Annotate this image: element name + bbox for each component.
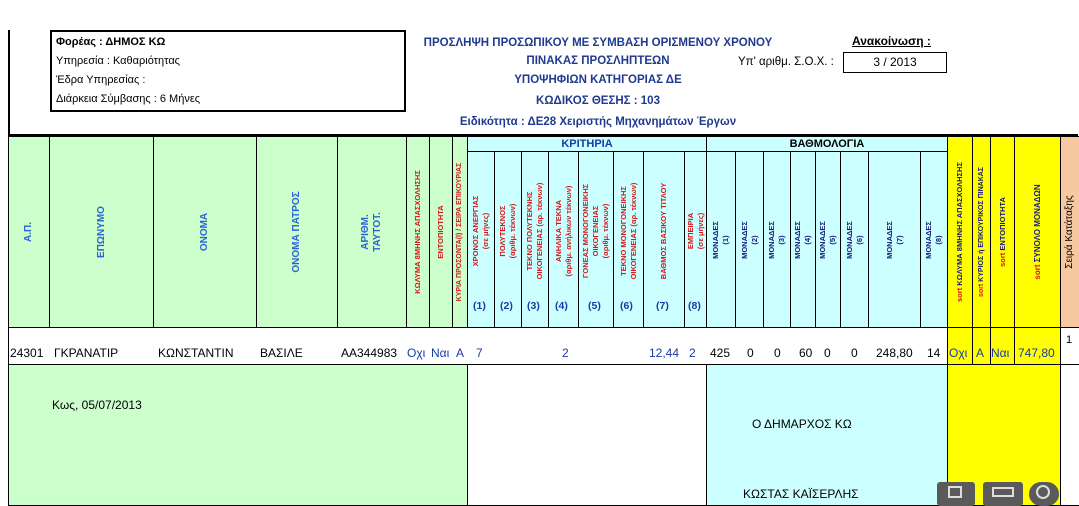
soh-label: Υπ' αριθμ. Σ.Ο.Χ. : — [738, 56, 834, 68]
score-col-8: ΜΟΝΑΔΕΣ (8) — [920, 151, 948, 328]
criteria-col-6: ΤΕΚΝΟ ΜΟΝΟΓΟΝΕΙΚΗΣ ΟΙΚΟΓΕΝΕΙΑΣ (αρ. τέκνων) (6) — [613, 151, 644, 328]
score-col-7: ΜΟΝΑΔΕΣ (7) — [868, 151, 921, 328]
zoom-out-button[interactable] — [1029, 482, 1059, 506]
fit-icon — [948, 486, 962, 498]
seat-line: Έδρα Υπηρεσίας : — [56, 74, 146, 86]
header-entopiotita: ΕΝΤΟΠΙΟΤΗΤΑ — [429, 136, 453, 328]
footer-cyan — [706, 364, 948, 506]
cell-crit-1: 7 — [476, 346, 483, 360]
title-line-1: ΠΡΟΣΛΗΨΗ ΠΡΟΣΩΠΙΚΟΥ ΜΕ ΣΥΜΒΑΣΗ ΟΡΙΣΜΕΝΟΥ ΧΡΟΝΟΥ — [423, 37, 773, 49]
cell-id: ΑΑ344983 — [341, 346, 398, 360]
header-sort-kolyma[interactable]: sort ΚΩΛΥΜΑ 8ΜΗΝΗΣ ΑΠΑΣΧΟΛΗΣΗΣ — [947, 136, 973, 328]
mayor-name: ΚΩΣΤΑΣ ΚΑΪΣΕΡΛΗΣ — [743, 487, 859, 501]
header-ap: Α.Π. — [8, 136, 50, 328]
agency-info-box — [50, 30, 406, 112]
results-table — [0, 136, 1079, 506]
header-id: ΑΡΙΘΜ. ΤΑΥΤΟΤ. — [337, 136, 407, 328]
score-col-3: ΜΟΝΑΔΕΣ (3) — [763, 151, 791, 328]
cell-name: ΚΩΝΣΤΑΝΤΙΝ — [158, 346, 234, 360]
mayor-title: Ο ΔΗΜΑΡΧΟΣ ΚΩ — [752, 417, 852, 431]
score-col-2: ΜΟΝΑΔΕΣ (2) — [735, 151, 764, 328]
header-kyria: ΚΥΡΙΑ ΠΡΟΣΟΝΤΑ(Ι) / ΣΕΙΡΑ ΕΠΙΚΟΥΡΙΑΣ — [452, 136, 468, 328]
criteria-col-5: ΓΟΝΕΑΣ ΜΟΝΟΓΟΝΕΙΚΗΣ ΟΙΚΟΓΕΝΕΙΑΣ (αριθμ. τέκνων) (5) — [578, 151, 614, 328]
criteria-col-7: ΒΑΘΜΟΣ ΒΑΣΙΚΟΥ ΤΙΤΛΟΥ (7) — [643, 151, 685, 328]
cell-score-7: 248,80 — [876, 346, 913, 360]
width-icon — [992, 487, 1014, 497]
cell-score-3: 0 — [774, 346, 781, 360]
fit-page-button[interactable] — [937, 482, 975, 506]
criteria-col-2: ΠΟΛΥΤΕΚΝΟΣ (αριθμ. τέκνων) (2) — [494, 151, 522, 328]
cell-crit-7: 12,44 — [649, 346, 680, 360]
cell-score-4: 60 — [799, 346, 813, 360]
duration-line: Διάρκεια Σύμβασης : 6 Μήνες — [56, 93, 201, 105]
cell-ap: 24301 — [10, 346, 44, 360]
footer-end — [1060, 364, 1079, 506]
title-line-2: ΠΙΝΑΚΑΣ ΠΡΟΣΛΗΠΤΕΩΝ — [526, 55, 670, 67]
header-name: ΟΝΟΜΑ — [153, 136, 257, 328]
cell-sort-kyrios: Α — [972, 327, 991, 365]
cell-crit-4: 2 — [562, 346, 569, 360]
score-col-5: ΜΟΝΑΔΕΣ (5) — [815, 151, 841, 328]
footer-white — [467, 364, 707, 506]
footer-date: Κως, 05/07/2013 — [52, 398, 142, 412]
fit-width-button[interactable] — [983, 482, 1023, 506]
cell-entopiotita: Ναι — [431, 346, 450, 360]
cell-father: ΒΑΣΙΛΕ — [260, 346, 303, 360]
criteria-col-3: ΤΕΚΝΟ ΠΟΛΥΤΕΚΝΗΣ ΟΙΚΟΓΕΝΕΙΑΣ (αρ. τέκνων) (3) — [521, 151, 549, 328]
criteria-col-8: ΕΜΠΕΙΡΙΑ (σε μήνες) (8) — [684, 151, 707, 328]
score-col-4: ΜΟΝΑΔΕΣ (4) — [790, 151, 816, 328]
cell-sort-entop: Ναι — [990, 327, 1015, 365]
cell-crit-8: 2 — [689, 346, 696, 360]
service-line: Υπηρεσία : Καθαριότητας — [56, 55, 180, 67]
header-father: ΟΝΟΜΑ ΠΑΤΡΟΣ — [256, 136, 338, 328]
title-line-4: ΚΩΔΙΚΟΣ ΘΕΣΗΣ : 103 — [536, 95, 660, 107]
criteria-col-4: ΑΝΗΛΙΚΑ ΤΕΚΝΑ (αριθμ. ανήλικων τέκνων) (4) — [548, 151, 579, 328]
score-col-1: ΜΟΝΑΔΕΣ (1) — [706, 151, 736, 328]
header-seira: Σειρά Κατάταξης — [1060, 136, 1079, 328]
header-vathmologia: ΒΑΘΜΟΛΟΓΙΑ — [706, 136, 948, 152]
zoom-out-icon — [1036, 485, 1050, 499]
cell-score-2: 0 — [747, 346, 754, 360]
title-line-5: Ειδικότητα : ΔΕ28 Χειριστής Μηχανημάτων Έργων — [459, 116, 737, 128]
table-row[interactable] — [8, 327, 1079, 365]
agency-line: Φορέας : ΔΗΜΟΣ ΚΩ — [56, 36, 166, 48]
cell-surname: ΓΚΡΑΝΑΤΙΡ — [54, 346, 119, 360]
soh-value: 3 / 2013 — [843, 52, 947, 73]
cell-seira: 1 — [1060, 327, 1079, 365]
cell-sort-kolyma: Οχι — [947, 327, 973, 365]
cell-kolyma: Οχι — [407, 346, 426, 360]
header-kritiria: ΚΡΙΤΗΡΙΑ — [467, 136, 707, 152]
footer-green — [8, 364, 468, 506]
criteria-col-1: ΧΡΟΝΟΣ ΑΝΕΡΓΙΑΣ (σε μήνες) (1) — [467, 151, 495, 328]
cell-score-5: 0 — [824, 346, 831, 360]
cell-score-6: 0 — [851, 346, 858, 360]
cell-total: 747,80 — [1014, 327, 1061, 365]
announcement-label: Ανακοίνωση : — [852, 34, 931, 48]
cell-score-8: 14 — [927, 346, 941, 360]
header-sort-kyrios[interactable]: sort ΚΥΡΙΟΣ ή ΕΠΙΚΟΥΡΙΚΟΣ ΠΙΝΑΚΑΣ — [972, 136, 991, 328]
score-col-6: ΜΟΝΑΔΕΣ (6) — [840, 151, 869, 328]
header-sort-total[interactable]: sort ΣΥΝΟΛΟ ΜΟΝΑΔΩΝ — [1014, 136, 1061, 328]
header-sort-entop[interactable]: sort ΕΝΤΟΠΙΟΤΗΤΑ — [990, 136, 1015, 328]
title-line-3: ΥΠΟΨΗΦΙΩΝ ΚΑΤΗΓΟΡΙΑΣ ΔΕ — [514, 74, 682, 86]
cell-score-1: 425 — [710, 346, 731, 360]
header-surname: ΕΠΩΝΥΜΟ — [49, 136, 154, 328]
cell-kyria: Α — [456, 346, 465, 360]
header-kolyma: ΚΩΛΥΜΑ 8ΜΗΝΗΣ ΑΠΑΣΧΟΛΗΣΗΣ — [406, 136, 430, 328]
left-edge-line — [8, 30, 10, 134]
